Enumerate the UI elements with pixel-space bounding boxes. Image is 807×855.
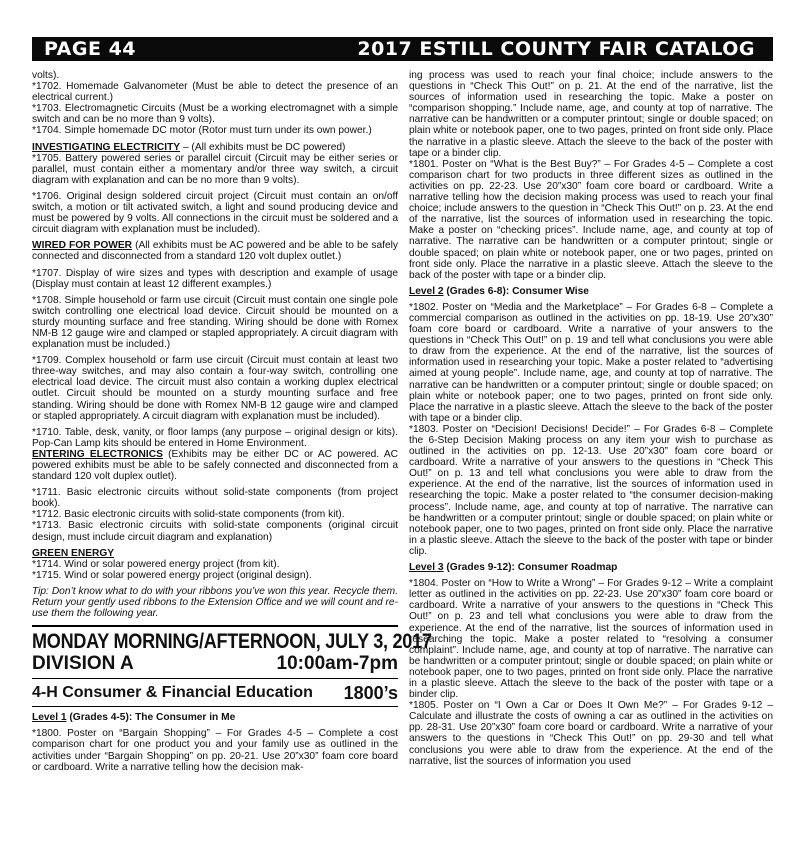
section-title: INVESTIGATING ELECTRICITY: [32, 141, 181, 153]
entry-1712: *1712. Basic electronic circuits with solid-state components (from kit).: [32, 509, 345, 521]
section-note: – (All exhibits must be DC powered): [180, 141, 346, 153]
level-3-heading: [409, 562, 773, 573]
entry-1800-cont: ing process was used to reach your final choice; include answers to the questions in “Check This Out!” on p. 21. At the end of the narrative, list the sources of information used in researching the topic. Make a poster on “comparison shopping.” Include name, age, and county at top of narrative. The narrative can be handwritten or a computer printout; single or double spaced; on plain white or notebook paper, one to two pages, printed on front side only. Place the narrative in a plastic sleeve. Attach the sleeve to the back of the poster with tape or a binder clip.: [409, 70, 773, 159]
level-label: Level 1: [32, 712, 67, 724]
page-header-banner: [32, 37, 773, 61]
right-column: [409, 70, 773, 772]
entry-1805: *1805. Poster on “I Own a Car or Does It Own Me?” – For Grades 9-12 – Calculate and illustrate the costs of owning a car as outlined in the activities on pp. 28-31. Use 20”x30” foam core board or cardboard. Write a narrative of your answers to the questions in “Check This Out!” on pp. 29-30 and tell what conclusions you were able to draw from the experience. At the end of the narrative, list the sources of information you used: [409, 700, 773, 767]
entry-1803: *1803. Poster on “Decision! Decisions! Decide!” – For Grades 6-8 – Complete the 6-Step Decision Making process on any item your wish to purchase as outlined in the activities on pp. 12-13. Use 20”x30” foam core board or cardboard. Write a narrative of your answers to the questions in “Check This Out!” on p. 13 and tell what conclusions you were able to draw from the experience. At the end of the narrative, list the sources of information used in researching the topic. Make a poster related to “the consumer decision-making process”. Include name, age, and county at top of narrative. The narrative can be handwritten or a computer printout; single or double spaced; on plain white or notebook paper, one to two pages, printed on front side only. Place the narrative in a plastic sleeve. Attach the sleeve to the back of the poster with tape or binder clip.: [409, 423, 773, 557]
category-code: 1800’s: [343, 683, 398, 704]
level-title: (Grades 9-12): Consumer Roadmap: [443, 562, 618, 574]
section-green-energy: [32, 548, 398, 559]
division-row: [32, 653, 398, 675]
division-label: DIVISION A: [32, 653, 134, 675]
level-label: Level 2: [409, 285, 444, 297]
entry-1710: *1710. Table, desk, vanity, or floor lamps (any purpose – original design or kits). Pop-Can Lamp kits should be entered in Home Environment.: [32, 426, 398, 449]
section-note: (Exhibits may be either DC or AC powered. AC powered exhibits must be able to be safely connected and disconnected from a standard 120 volt duplex outlet).: [32, 448, 398, 483]
level-title: (Grades 6-8): Consumer Wise: [443, 285, 589, 297]
entry-1713: *1713. Basic electronic circuits with solid-state components (original circuit design, must include circuit diagram and explanation): [32, 520, 398, 543]
entry-1804: *1804. Poster on “How to Write a Wrong” – For Grades 9-12 – Write a complaint letter as outlined in the activities on pp. 22-23. Use 20”x30” foam core board or cardboard. Write a narrative of your answers to the questions in “Check This Out!” on p. 23 and tell what conclusions you were able to draw from the experience. At the end of the narrative, list the sources of information used in researching the topic. Make a poster related to “resolving a consumer complaint”. Include name, age, and county at top of narrative. The narrative can be handwritten or a computer printout; single or double spaced; on plain white or notebook paper, one to two pages, printed on front side only. Place the narrative in a plastic sleeve. Attach the sleeve to the back of the poster with tape or a binder clip.: [409, 578, 773, 701]
section-investigating-electricity: [32, 142, 398, 153]
level-title: (Grades 4-5): The Consumer in Me: [66, 712, 236, 724]
section-note: (All exhibits must be AC powered and be able to be safely connected and disconnected from a standard 120 volt duplex outlet.): [32, 240, 398, 263]
day-heading: MONDAY MORNING/AFTERNOON, JULY 3, 2017: [32, 630, 432, 654]
entry-1714: *1714. Wind or solar powered energy project (from kit).: [32, 558, 280, 570]
entry-1704: *1704. Simple homemade DC motor (Rotor must turn under its own power.): [32, 125, 372, 137]
entry-1703: *1703. Electromagnetic Circuits (Must be a working electromagnet with a simple switch and can be no more than 9 volts).: [32, 103, 398, 126]
section-wired-for-power: [32, 240, 398, 262]
division-header: [32, 625, 432, 707]
level-2-heading: [409, 286, 773, 297]
page-number: PAGE 44: [44, 38, 137, 60]
catalog-title: 2017 ESTILL COUNTY FAIR CATALOG: [357, 38, 755, 60]
section-title: GREEN ENERGY: [32, 547, 115, 559]
entry-1800: *1800. Poster on “Bargain Shopping” – For Grades 4-5 – Complete a cost comparison chart for one product you and your family use as outlined in the activities under “Bargain Shopping” on pp. 20-21. Use 20”x30” foam core board or cardboard. Write a narrative telling how the decision mak-: [32, 728, 398, 773]
entry-1708: *1708. Simple household or farm use circuit (Circuit must contain one single pole switch controlling one electrical load device. Circuit should be mounted on a sturdy mounting surface and free standing. Wiring should be done with Romex NM-B 12 gauge wire and clamped or stapled appropriately. A circuit diagram with explanation must be included.): [32, 294, 398, 351]
entry-1709: *1709. Complex household or farm use circuit (Circuit must contain at least two three-way switches, and may also contain a four-way switch, controlling one electrical load device. The circuit must also contain a working duplex electrical outlet. Circuit should be mounted on a sturdy mounting surface and free standing. Wiring should be done with Romex NM-B 12 gauge wire and clamped or stapled appropriately. A circuit diagram with explanation must be included).: [32, 355, 398, 422]
entry-1705: *1705. Battery powered series or parallel circuit (Circuit may be either series or parallel, must contain either a momentary and/or three way switch, a circuit diagram with explanation and can be no more than 9 volts).: [32, 152, 398, 186]
division-time: 10:00am-7pm: [276, 653, 398, 675]
entry-1711: *1711. Basic electronic circuits without solid-state components (from project book).: [32, 487, 398, 510]
entry-1801: *1801. Poster on “What is the Best Buy?” – For Grades 4-5 – Complete a cost comparison chart for two products in three different sizes as outlined in the activities on pp. 22-23. Use 20”x30” foam core board or cardboard. Write a narrative telling how the decision making process was used to reach your final choice; include answers to the question in “Check This Out!” on p. 23. At the end of the narrative, list the sources of information used in researching the topic. Make a poster on “checking prices”. Include name, age, and county at top of narrative. The narrative can be handwritten or a computer printout; single or double spaced; on plain white or notebook paper, one or two pages, printed on front side only. Place the narrative in a plastic sleeve. Attach the sleeve to the back of the poster with tape or a binder clip.: [409, 158, 773, 281]
entry-1706: *1706. Original design soldered circuit project (Circuit must contain an on/off switch, a motion or tilt activated switch, a light and sound producing device and must be powered by 9 volts. All connections in the circuit must be soldered and a circuit diagram with explanation must be included).: [32, 190, 398, 236]
entry-1715: *1715. Wind or solar powered energy project (original design).: [32, 569, 312, 581]
entry-text: volts).: [32, 70, 60, 81]
category-row: [32, 678, 398, 707]
level-label: Level 3: [409, 562, 444, 574]
level-1-heading: [32, 712, 398, 723]
entry-1707: *1707. Display of wire sizes and types with description and example of usage (Display must contain at least 12 different examples.): [32, 267, 398, 290]
entry-1702: *1702. Homemade Galvanometer (Must be able to detect the presence of an electrical current.): [32, 81, 398, 104]
category-name: 4-H Consumer & Financial Education: [32, 684, 313, 702]
section-title: WIRED FOR POWER: [32, 240, 133, 252]
entry-1802: *1802. Poster on “Media and the Marketplace” – For Grades 6-8 – Complete a commercial comparison as outlined in the activities on pp. 18-19. Use 20”x30” foam core board or cardboard. Write a narrative of your answers to the questions in “Check This Out!” on p. 19 and tell what conclusions you were able to draw from the experience. At the end of the narrative, list the sources of information used in researching your topic. Make a poster related to “advertising aimed at young people”. Include name, age, and county at top of narrative. The narrative can be handwritten or a computer printout; single or double spaced; on plain white or notebook paper; one to two pages, printed on front side only. Place the narrative in a plastic sleeve. Attach the sleeve to the back of the poster with tape or a binder clip.: [409, 301, 773, 424]
section-entering-electronics: [32, 449, 398, 482]
section-title: ENTERING ELECTRONICS: [32, 448, 163, 460]
ribbon-tip: Tip: Don’t know what to do with your ribbons you’ve won this year. Recycle them. Return your gently used ribbons to the Extension Office and we will count and re-use them the following year.: [32, 585, 398, 620]
